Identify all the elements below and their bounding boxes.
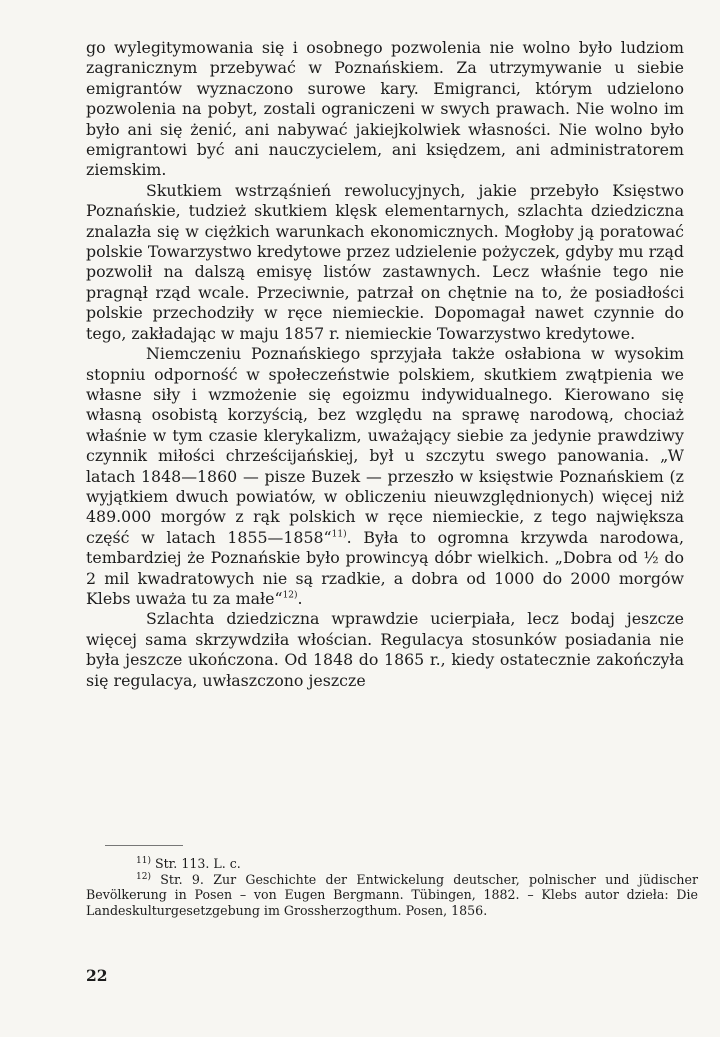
body-text (86, 38, 684, 691)
footnote-12 (86, 872, 698, 919)
paragraph-2: Skutkiem wstrząśnień rewolucyjnych, jakie przebyło Księstwo Poznańskie, tudzież skutkiem klęsk elementarnych, szlachta dziedziczna znalazła się w ciężkich warunkach ekonomicznych. Mogłoby ją poratować polskie Towarzystwo kredytowe przez udzielenie pożyczek, gdyby mu rząd pozwolił na dalszą emisyę listów zastawnych. Lecz właśnie tego nie pragnął rząd wcale. Przeciwnie, patrzał on chętnie na to, że posiadłości polskie przechodziły w ręce niemieckie. Dopomagał nawet czynnie do tego, zakładając w maju 1857 r. niemieckie Towarzystwo kredytowe. (86, 180, 684, 343)
footnote-marker-11: 11) (136, 855, 151, 866)
footnote-11 (86, 856, 698, 872)
paragraph-1: go wylegitymowania się i osobnego pozwolenia nie wolno było ludziom zagranicznym przebywać w Poznańskiem. Za utrzymywanie u siebie emigrantów wyznaczono surowe kary. Emigranci, którym udzielono pozwolenia na pobyt, zostali ograniczeni w swych prawach. Nie wolno im było ani się żenić, ani nabywać jakiejkolwiek własności. Nie wolno było emigrantowi być ani nauczycielem, ani księdzem, ani administratorem ziemskim. (86, 38, 684, 180)
footnote-12-text: Str. 9. Zur Geschichte der Entwickelung deutscher, polnischer und jüdischer Bevölkerung in Posen – von Eugen Bergmann. Tübingen, 1882. – Klebs autor dzieła: Die Landeskulturgesetzgebung im Grossherzogthum. Posen, 1856. (86, 871, 698, 918)
footnote-marker-12: 12) (136, 871, 151, 882)
paragraph-3 (86, 344, 684, 609)
footnote-11-text: Str. 113. L. c. (154, 856, 241, 871)
page-number: 22 (86, 966, 108, 985)
paragraph-3-text-a: Niemczeniu Poznańskiego sprzyjała także osłabiona w wysokim stopniu odporność w społeczeństwie polskiem, skutkiem zwątpienia we własne siły i wzmożenie się egoizmu indywidualnego. Kierowano się własną osobistą korzyścią, bez względu na sprawę narodową, chociaż właśnie w tym czasie klerykalizm, uważający siebie za jedynie prawdziwy czynnik miłości chrześcijańskiej, był u szczytu swego panowania. „W latach 1848—1860 — pisze Buzek — przeszło w księstwie Poznańskiem (z wyjątkiem dwuch powiatów, w obliczeniu nieuwzględnionych) więcej niż 489.000 morgów z rąk polskich w ręce niemieckie, z tego największa część w latach 1855—1858“ (86, 344, 684, 547)
paragraph-4: Szlachta dziedziczna wprawdzie ucierpiała, lecz bodaj jeszcze więcej sama skrzywdziła włościan. Regulacya stosunków posiadania nie była jeszcze ukończona. Od 1848 do 1865 r., kiedy ostatecznie zakończyła się regulacya, uwłaszczono jeszcze (86, 609, 684, 690)
paragraph-3-text-b: . Była to ogromna krzywda narodowa, tembardziej że Poznańskie było prowincyą dóbr wielkich. „Dobra od ½ do 2 mil kwadratowych nie są rzadkie, a dobra od 1000 do 2000 morgów Klebs uważa tu za małe“ (86, 527, 684, 608)
footnote-ref-12: 12) (282, 590, 298, 601)
footnote-separator (105, 845, 183, 846)
footnote-ref-11: 11) (331, 529, 347, 540)
footnotes (86, 856, 698, 918)
page-text (86, 38, 684, 691)
paragraph-3-text-c: . (297, 588, 303, 608)
